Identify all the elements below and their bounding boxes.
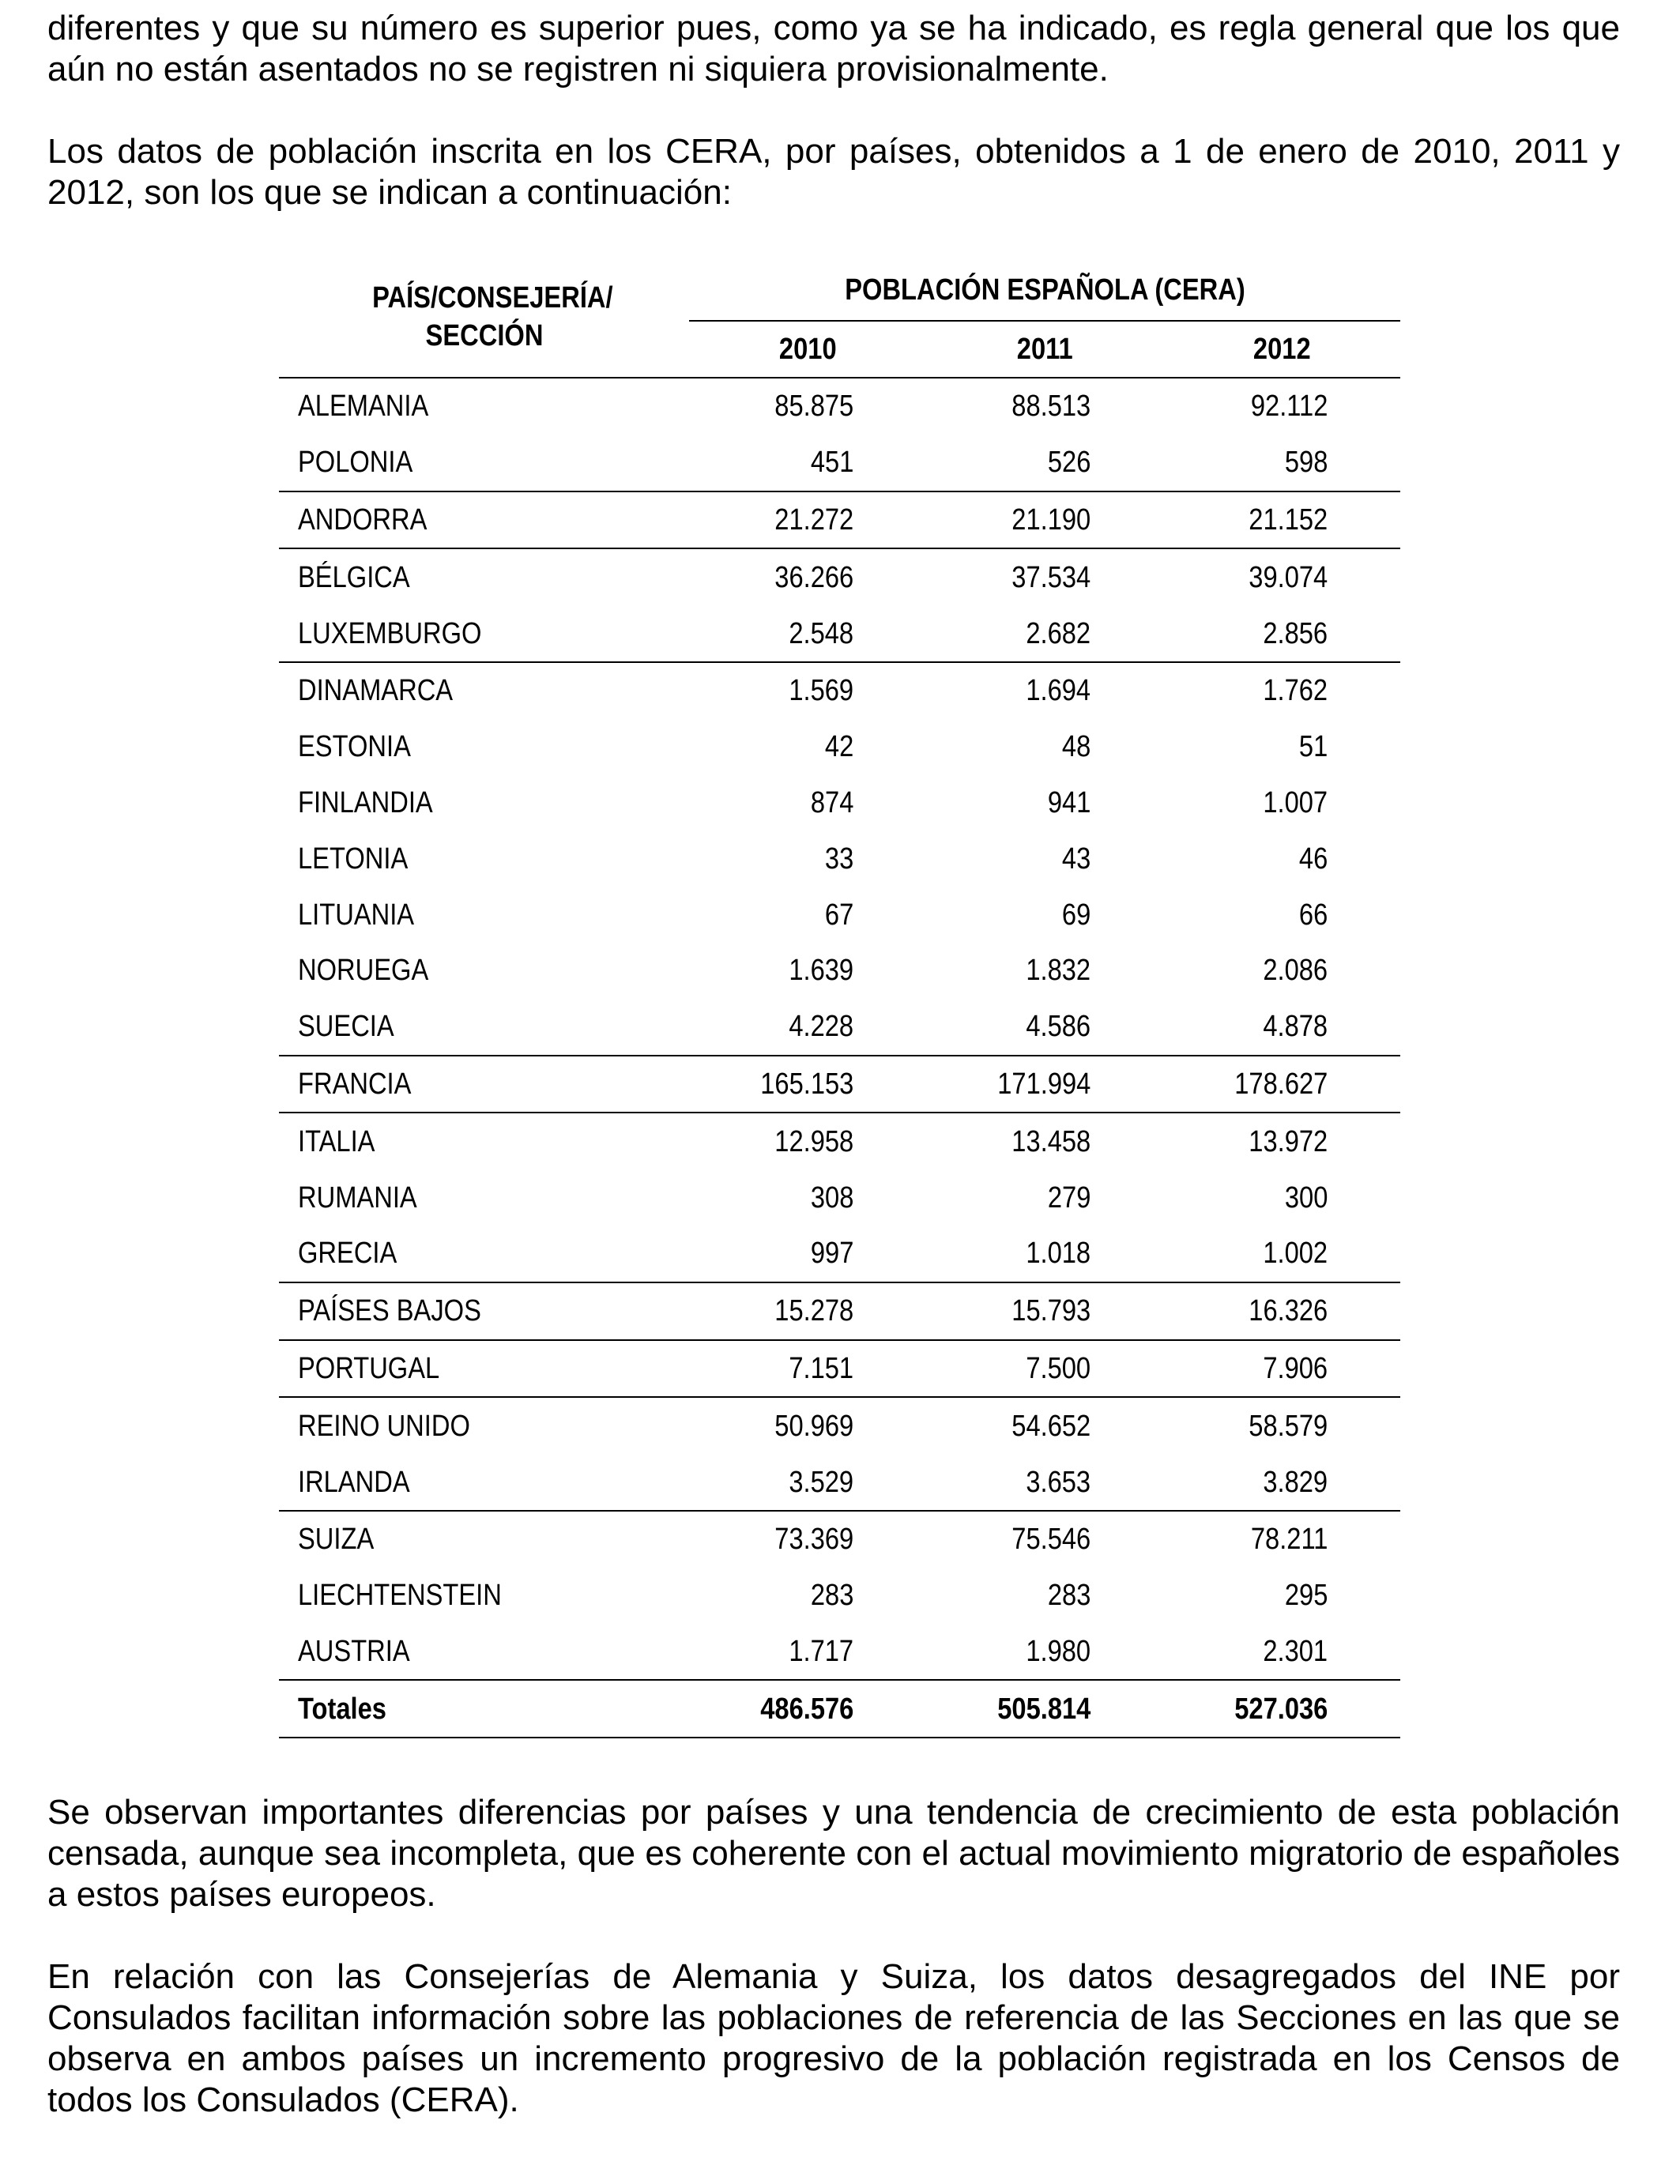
value-2011-cell: 48	[1061, 730, 1090, 764]
table-row	[279, 548, 1400, 605]
value-2012-cell: 598	[1163, 435, 1400, 491]
table-row	[279, 775, 1400, 831]
table-row	[279, 378, 1400, 435]
value-2011-cell: 4.586	[926, 999, 1163, 1056]
value-2010-cell: 50.969	[774, 1409, 853, 1443]
table-row	[279, 435, 1400, 491]
totals-label-cell: Totales	[279, 1680, 689, 1738]
country-name-cell: LIECHTENSTEIN	[298, 1579, 502, 1613]
population-group-header: POBLACIÓN ESPAÑOLA (CERA)	[689, 257, 1400, 321]
value-2010-cell: 451	[689, 435, 926, 491]
table-row	[279, 1511, 1400, 1568]
table-row	[279, 605, 1400, 662]
value-2011-cell: 283	[1047, 1579, 1090, 1613]
value-2011-cell: 13.458	[1011, 1124, 1090, 1158]
country-name-cell: ANDORRA	[279, 491, 689, 549]
value-2010-cell: 36.266	[774, 560, 853, 594]
table-row	[279, 1624, 1400, 1681]
observation-paragraph: Se observan importantes diferencias por países y una tendencia de crecimiento de esta población censada, aunque sea incompleta, que es coherente con el actual movimiento migratorio de españoles a estos países europeos.	[47, 1793, 1620, 1914]
table-row	[279, 491, 1400, 549]
value-2012-cell: 1.002	[1163, 1226, 1400, 1282]
country-name-cell: LUXEMBURGO	[279, 605, 689, 662]
intro-paragraph: diferentes y que su número es superior pues, como ya se ha indicado, es regla general que los que aún no están asentados no se registren ni siquiera provisionalmente.	[47, 9, 1620, 88]
value-2012-cell: 295	[1284, 1579, 1328, 1613]
value-2010-cell: 7.151	[689, 1340, 926, 1398]
value-2011-cell: 7.500	[926, 1340, 1163, 1398]
table-row	[279, 1226, 1400, 1282]
value-2011-cell: 88.513	[1011, 390, 1090, 424]
table-row	[279, 943, 1400, 999]
value-2012-cell: 3.829	[1163, 1454, 1400, 1511]
value-2010-cell: 85.875	[774, 390, 853, 424]
consejerias-paragraph: En relación con las Consejerías de Alemania y Suiza, los datos desagregados del INE por Consulados facilitan información sobre las poblaciones de referencia de las Secciones en las que se observa en ambos países un incremento progresivo de la población registrada en los Censos de todos los Consulados (CERA).	[47, 1957, 1620, 2119]
table-row	[279, 1454, 1400, 1511]
value-2012-cell: 1.762	[1263, 674, 1328, 708]
value-2010-cell: 308	[810, 1180, 853, 1214]
value-2011-cell: 1.694	[1026, 674, 1090, 708]
country-name-cell: ITALIA	[298, 1124, 375, 1158]
value-2012-cell: 178.627	[1163, 1056, 1400, 1113]
value-2012-cell: 4.878	[1163, 999, 1400, 1056]
value-2012-cell: 92.112	[1250, 390, 1328, 424]
total-2010-cell: 486.576	[689, 1680, 926, 1738]
value-2012-cell: 1.007	[1263, 785, 1328, 819]
value-2011-cell: 54.652	[1011, 1409, 1090, 1443]
value-2010-cell: 4.228	[689, 999, 926, 1056]
country-name-cell: PORTUGAL	[279, 1340, 689, 1398]
value-2010-cell: 874	[810, 785, 853, 819]
country-name-cell: FINLANDIA	[298, 785, 433, 819]
table-row	[279, 887, 1400, 943]
value-2011-cell: 75.546	[1011, 1523, 1090, 1557]
table-row	[279, 1568, 1400, 1624]
country-name-cell: GRECIA	[279, 1226, 689, 1282]
table-intro-paragraph: Los datos de población inscrita en los CERA, por países, obtenidos a 1 de enero de 2010, 2011 y 2012, son los que se indican a continuación:	[47, 132, 1620, 212]
value-2010-cell: 165.153	[689, 1056, 926, 1113]
value-2010-cell: 67	[824, 898, 853, 932]
value-2010-cell: 2.548	[689, 605, 926, 662]
value-2011-cell: 279	[1047, 1180, 1090, 1214]
value-2012-cell: 7.906	[1163, 1340, 1400, 1398]
country-name-cell: LITUANIA	[298, 898, 415, 932]
table-row	[279, 1056, 1400, 1113]
table-row	[279, 999, 1400, 1056]
value-2012-cell: 300	[1284, 1180, 1328, 1214]
country-name-cell: IRLANDA	[279, 1454, 689, 1511]
value-2010-cell: 33	[824, 842, 853, 875]
value-2012-cell: 58.579	[1249, 1409, 1328, 1443]
country-name-cell: AUSTRIA	[279, 1624, 689, 1681]
value-2011-cell: 37.534	[1011, 560, 1090, 594]
value-2011-cell: 1.832	[1026, 954, 1090, 988]
country-name-cell: NORUEGA	[298, 954, 429, 988]
value-2010-cell: 1.639	[789, 954, 853, 988]
value-2010-cell: 42	[824, 730, 853, 764]
value-2011-cell: 171.994	[926, 1056, 1163, 1113]
country-name-cell: SUIZA	[298, 1523, 375, 1557]
year-header: 2011	[926, 321, 1163, 378]
value-2011-cell: 941	[1047, 785, 1090, 819]
value-2012-cell: 46	[1298, 842, 1328, 875]
table-row	[279, 719, 1400, 775]
table-body	[279, 378, 1400, 1738]
country-name-cell: RUMANIA	[298, 1180, 417, 1214]
value-2011-cell: 2.682	[926, 605, 1163, 662]
value-2011-cell: 69	[1061, 898, 1090, 932]
value-2012-cell: 66	[1298, 898, 1328, 932]
value-2011-cell: 1.980	[926, 1624, 1163, 1681]
table-row	[279, 662, 1400, 719]
table-row	[279, 1169, 1400, 1226]
value-2012-cell: 2.856	[1163, 605, 1400, 662]
country-name-cell: ESTONIA	[298, 730, 411, 764]
country-name-cell: PAÍSES BAJOS	[279, 1282, 689, 1340]
country-name-cell: FRANCIA	[279, 1056, 689, 1113]
value-2010-cell: 997	[689, 1226, 926, 1282]
country-column-header: PAÍS/CONSEJERÍA/ SECCIÓN	[279, 257, 689, 378]
table-row	[279, 1397, 1400, 1454]
total-2012-cell: 527.036	[1163, 1680, 1400, 1738]
value-2010-cell: 1.569	[789, 674, 853, 708]
value-2012-cell: 2.086	[1263, 954, 1328, 988]
country-name-cell: DINAMARCA	[298, 674, 454, 708]
country-name-cell: POLONIA	[279, 435, 689, 491]
value-2011-cell: 1.018	[926, 1226, 1163, 1282]
country-name-cell: SUECIA	[279, 999, 689, 1056]
value-2010-cell: 283	[810, 1579, 853, 1613]
value-2011-cell: 3.653	[926, 1454, 1163, 1511]
value-2012-cell: 51	[1298, 730, 1328, 764]
year-header: 2010	[689, 321, 926, 378]
table-row	[279, 1113, 1400, 1169]
value-2011-cell: 21.190	[926, 491, 1163, 549]
country-name-cell: ALEMANIA	[298, 390, 429, 424]
country-name-cell: BÉLGICA	[298, 560, 410, 594]
value-2010-cell: 3.529	[689, 1454, 926, 1511]
table-row	[279, 1282, 1400, 1340]
value-2010-cell: 12.958	[774, 1124, 853, 1158]
value-2010-cell: 21.272	[689, 491, 926, 549]
value-2012-cell: 39.074	[1249, 560, 1328, 594]
value-2011-cell: 15.793	[926, 1282, 1163, 1340]
value-2012-cell: 16.326	[1163, 1282, 1400, 1340]
cera-population-table	[279, 257, 1400, 1738]
totals-row	[279, 1680, 1400, 1738]
value-2012-cell: 2.301	[1163, 1624, 1400, 1681]
value-2011-cell: 526	[926, 435, 1163, 491]
value-2010-cell: 15.278	[689, 1282, 926, 1340]
value-2012-cell: 13.972	[1249, 1124, 1328, 1158]
table-row	[279, 1340, 1400, 1398]
value-2010-cell: 1.717	[689, 1624, 926, 1681]
value-2011-cell: 43	[1061, 842, 1090, 875]
country-name-cell: LETONIA	[298, 842, 409, 875]
value-2012-cell: 78.211	[1250, 1523, 1328, 1557]
table-row	[279, 830, 1400, 887]
value-2012-cell: 21.152	[1163, 491, 1400, 549]
value-2010-cell: 73.369	[774, 1523, 853, 1557]
total-2011-cell: 505.814	[926, 1680, 1163, 1738]
country-name-cell: REINO UNIDO	[298, 1409, 470, 1443]
year-header: 2012	[1163, 321, 1400, 378]
